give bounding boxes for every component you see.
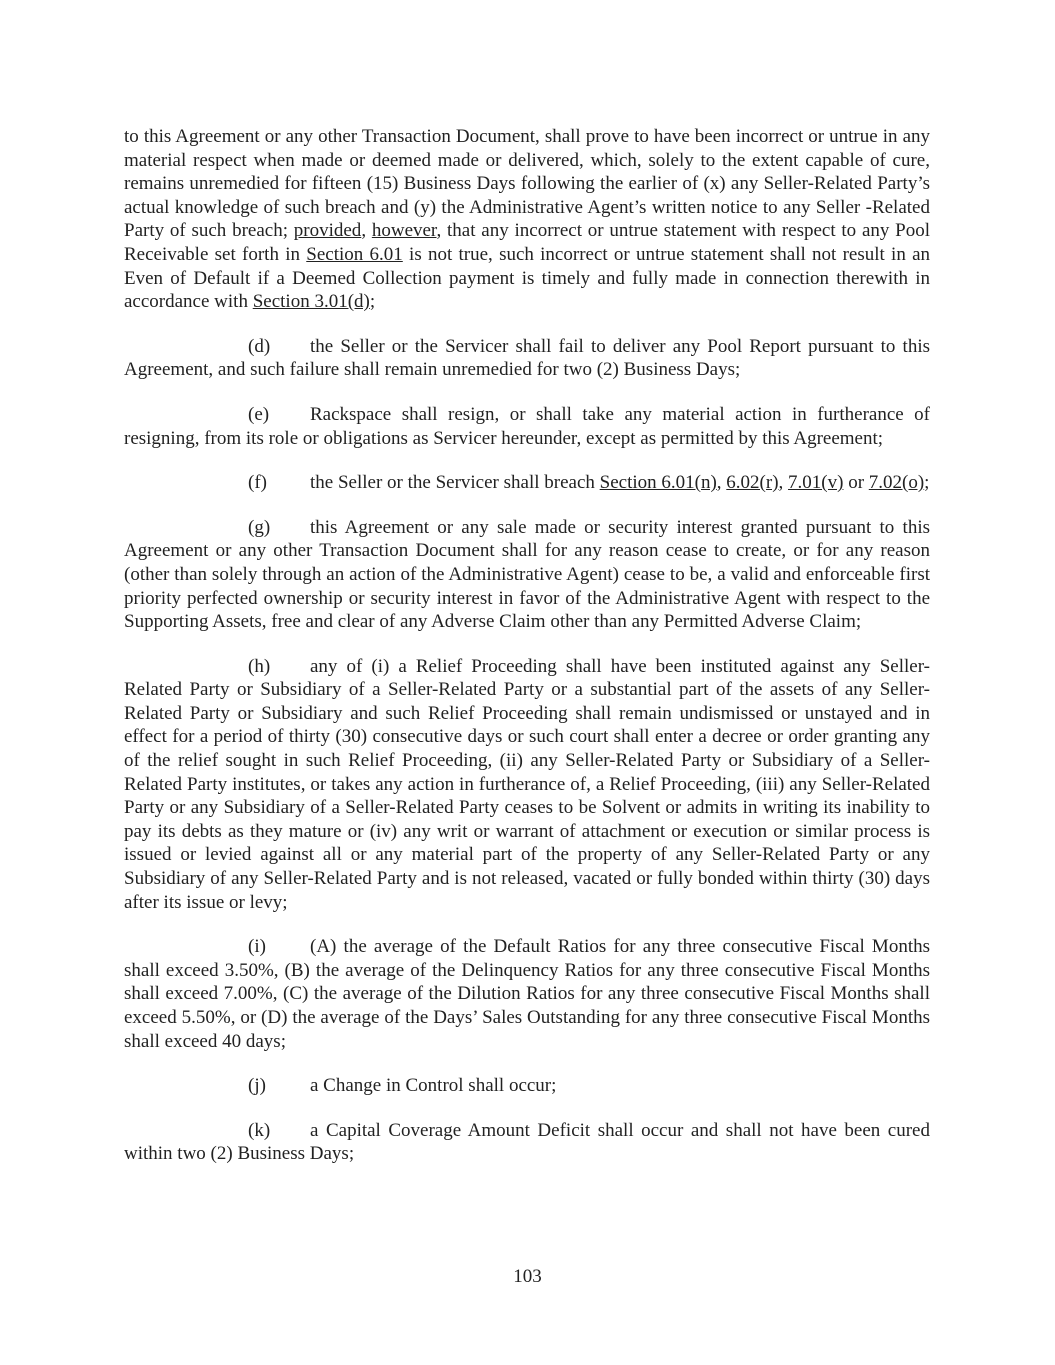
paragraph-k [124, 1119, 930, 1166]
page-number: 103 [513, 1266, 542, 1287]
paragraph-text: (A) the average of the Default Ratios for any three consecutive Fiscal Months shall exceed 3.50%, (B) the average of the Delinquency Ratios for any three consecutive Fiscal Months shall exceed 7.00%, (C) the average of the Dilution Ratios for any three consecutive Fiscal Months shall exceed 5.50%, or (D) the average of the Days’ Sales Outstanding for any three consecutive Fiscal Months shall exceed 40 days; [124, 936, 930, 1052]
term-provided: provided [293, 220, 362, 242]
separator: , [778, 472, 789, 494]
paragraph-h [124, 655, 930, 915]
paragraph-e [124, 403, 930, 450]
paragraph-text: this Agreement or any sale made or security interest granted pursuant to this Agreement or any other Transaction Document shall for any reason cease to create, or for any reason (other than solely through an action of the Administrative Agent) cease to be, a valid and enforceable first priority perfected ownership or security interest in favor of the Administrative Agent with respect to the Supporting Assets, free and clear of any Adverse Claim other than any Permitted Adverse Claim; [124, 516, 930, 633]
paragraph-text: Rackspace shall resign, or shall take any material action in furtherance of resigning, from its role or obligations as Servicer hereunder, except as permitted by this Agreement; [124, 403, 930, 449]
paragraph-text: is not true, such incorrect or untrue statement shall not result in an Even of Default if a Deemed Collection payment is timely and fully made in connection therewith in accordance with [124, 243, 931, 313]
section-reference-6-02-r: 6.02(r) [726, 472, 779, 494]
separator: , [361, 220, 372, 242]
paragraph-f [124, 471, 930, 495]
paragraph-label: (j) [248, 1075, 266, 1097]
paragraph-label: (f) [248, 472, 267, 494]
paragraph-g [124, 516, 930, 634]
paragraph-i [124, 935, 930, 1053]
section-reference-6-01-n: Section 6.01(n) [599, 472, 717, 494]
section-reference-6-01: Section 6.01 [306, 243, 403, 265]
paragraph-text: any of (i) a Relief Proceeding shall have been instituted against any Seller-Related Party or Subsidiary of a Seller-Related Party or a substantial part of the assets of any Seller-Related Party or Subsidiary and such Relief Proceeding shall remain undismissed or unstayed and in effect for a period of thirty (30) consecutive days or such court shall enter a decree or order granting any of the relief sought in such Relief Proceeding, (ii) any Seller-Related Party or Subsidiary of a Seller-Related Party institutes, or takes any action in furtherance of, a Relief Proceeding, (iii) any Seller-Related Party or any Subsidiary of a Seller-Related Party ceases to be Solvent or admits in writing its inability to pay its debts as they mature or (iv) any writ or warrant of attachment or execution or similar process is issued or levied against all or any material part of the property of any Seller-Related Party or any Subsidiary of any Seller-Related Party and is not released, vacated or fully bonded within thirty (30) days after its issue or levy; [124, 655, 930, 913]
paragraph-end: ; [369, 291, 376, 313]
document-body [124, 125, 930, 1166]
paragraph-text: to this Agreement or any other Transaction Document, shall prove to have been incorrect or untrue in any material respect when made or deemed made or delivered, which, solely to the extent capable of cure, remains unremedied for fifteen (15) Business Days following the earlier of (x) any Seller-Related Party’s actual knowledge of such breach and (y) the Administrative Agent’s written notice to any Seller -Related Party of such breach; [124, 126, 930, 242]
separator: or [843, 472, 869, 494]
paragraph-c-continued [124, 125, 930, 314]
paragraph-label: (g) [248, 516, 271, 538]
paragraph-label: (h) [248, 655, 271, 677]
paragraph-j [124, 1074, 930, 1098]
paragraph-text: the Seller or the Servicer shall fail to deliver any Pool Report pursuant to this Agreement, and such failure shall remain unremedied for two (2) Business Days; [124, 335, 930, 381]
paragraph-text: the Seller or the Servicer shall breach [310, 472, 600, 494]
paragraph-label: (i) [248, 936, 266, 958]
section-reference-7-01-v: 7.01(v) [788, 472, 844, 494]
paragraph-end: ; [924, 472, 930, 494]
paragraph-text: a Change in Control shall occur; [310, 1075, 557, 1097]
paragraph-text: , that any incorrect or untrue statement with respect to any Pool Receivable set forth in [124, 220, 931, 265]
paragraph-d [124, 335, 930, 382]
paragraph-label: (e) [248, 403, 270, 425]
section-reference-7-02-o: 7.02(o) [868, 472, 925, 494]
paragraph-label: (k) [248, 1119, 271, 1141]
paragraph-label: (d) [248, 335, 271, 357]
term-however: however [371, 220, 437, 242]
separator: , [716, 472, 727, 494]
paragraph-text: a Capital Coverage Amount Deficit shall occur and shall not have been cured within two (2) Business Days; [124, 1119, 930, 1165]
section-reference-3-01-d: Section 3.01(d) [252, 291, 370, 313]
